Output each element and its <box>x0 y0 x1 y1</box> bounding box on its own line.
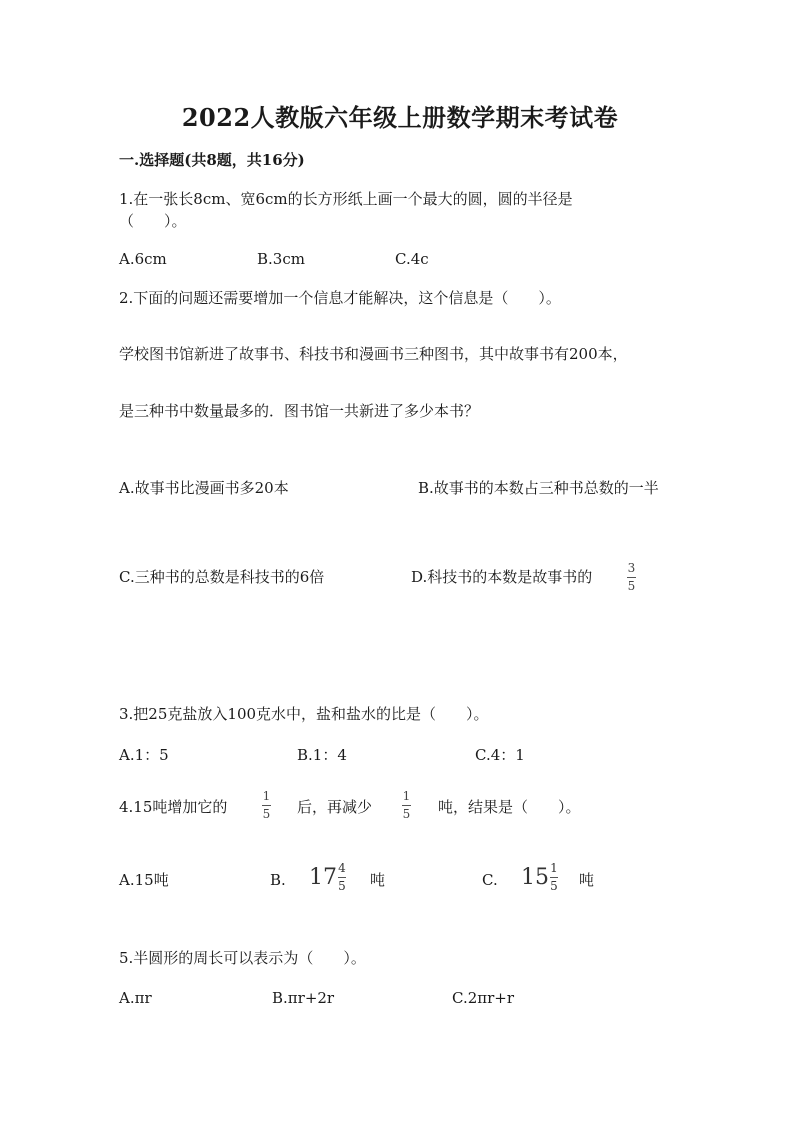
q1-option-b: B.3cm <box>257 250 305 268</box>
fraction-numerator: 1 <box>402 789 411 803</box>
q5-option-c: C.2πr+r <box>452 989 515 1007</box>
mixed-whole: 15 <box>521 865 549 890</box>
q4-stem-part1: 4.15吨增加它的 <box>119 798 228 816</box>
q3-option-c: C.4：1 <box>475 746 525 764</box>
fraction-denominator: 5 <box>338 879 346 893</box>
q1-stem-line2: （ ）。 <box>119 212 187 230</box>
q5-stem: 5.半圆形的周长可以表示为（ ）。 <box>119 949 366 967</box>
q4-option-c-label: C. <box>482 871 498 889</box>
fraction-denominator: 5 <box>262 807 271 821</box>
q4-stem-part3: 吨，结果是（ ）。 <box>438 798 581 816</box>
q3-option-b: B.1：4 <box>297 746 347 764</box>
fraction-denominator: 5 <box>402 807 411 821</box>
q4-option-b-mixed-number <box>309 862 346 893</box>
fraction-bar <box>550 877 558 878</box>
q2-stem: 2.下面的问题还需要增加一个信息才能解决，这个信息是（ ）。 <box>119 289 561 307</box>
q4-fraction-1 <box>262 790 271 821</box>
fraction-bar <box>338 877 346 878</box>
q2-option-d: D.科技书的本数是故事书的 <box>411 568 593 586</box>
fraction-numerator: 4 <box>338 861 346 875</box>
fraction-denominator: 5 <box>627 579 636 593</box>
q1-option-a: A.6cm <box>119 250 167 268</box>
q4-option-c-mixed-number <box>521 862 558 893</box>
q4-option-c-unit: 吨 <box>579 871 595 889</box>
fraction-bar <box>262 805 271 806</box>
mixed-whole: 17 <box>309 865 337 890</box>
q4-option-b-label: B. <box>270 871 286 889</box>
q2-option-a: A.故事书比漫画书多20本 <box>119 479 289 497</box>
q2-option-d-fraction <box>627 562 636 593</box>
fraction-numerator: 1 <box>262 789 271 803</box>
q4-option-b-unit: 吨 <box>370 871 386 889</box>
q2-context-line1: 学校图书馆新进了故事书、科技书和漫画书三种图书，其中故事书有200本， <box>119 345 628 363</box>
mixed-fraction <box>550 862 558 893</box>
q4-option-a: A.15吨 <box>119 871 169 889</box>
q5-option-b: B.πr+2r <box>272 989 335 1007</box>
fraction-numerator: 3 <box>627 561 636 575</box>
fraction-bar <box>627 577 636 578</box>
q2-option-b: B.故事书的本数占三种书总数的一半 <box>418 479 659 497</box>
q2-option-c: C.三种书的总数是科技书的6倍 <box>119 568 325 586</box>
exam-title: 2022人教版六年级上册数学期末考试卷 <box>181 103 619 132</box>
q5-option-a: A.πr <box>119 989 152 1007</box>
fraction-bar <box>402 805 411 806</box>
section-heading: 一.选择题(共8题，共16分) <box>119 151 305 169</box>
q3-option-a: A.1：5 <box>119 746 169 764</box>
q3-stem: 3.把25克盐放入100克水中，盐和盐水的比是（ ）。 <box>119 705 489 723</box>
q1-option-c: C.4c <box>395 250 429 268</box>
fraction-denominator: 5 <box>550 879 558 893</box>
q4-fraction-2 <box>402 790 411 821</box>
q2-context-line2: 是三种书中数量最多的．图书馆一共新进了多少本书？ <box>119 402 480 420</box>
q1-stem-line1: 1.在一张长8cm、宽6cm的长方形纸上画一个最大的圆，圆的半径是 <box>119 190 573 208</box>
q4-stem-part2: 后，再减少 <box>297 798 373 816</box>
mixed-fraction <box>338 862 346 893</box>
fraction-numerator: 1 <box>550 861 558 875</box>
